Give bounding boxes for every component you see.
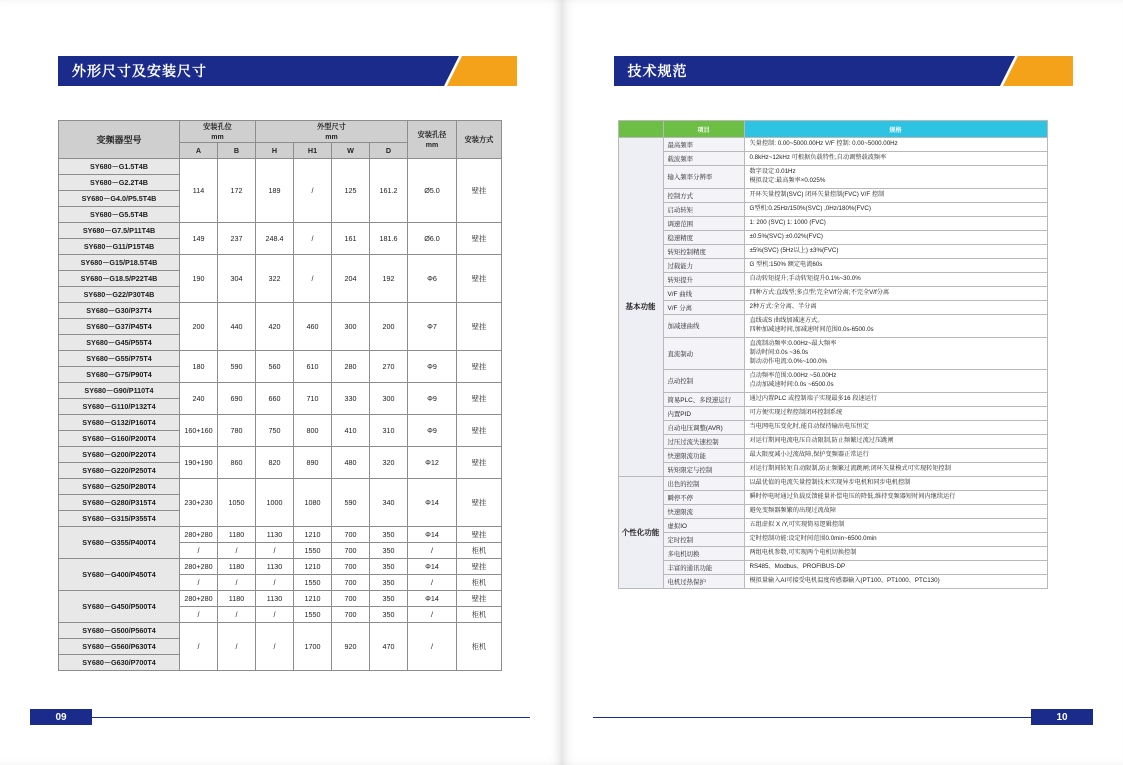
spec-row <box>618 490 1047 504</box>
table-row <box>59 447 502 463</box>
spec-item: 定时控制 <box>663 532 744 546</box>
cell-mount: 壁挂 <box>457 447 502 479</box>
spec-header-spec: 规格 <box>744 121 1047 138</box>
spec-value: 对运行期间电流电压自动限制,防止频繁过流过压跳闸 <box>744 434 1047 448</box>
spec-row <box>618 518 1047 532</box>
spec-value: 瞬时停电时通过负载反馈能量补偿电压的降低,维持变频器短时间内继续运行 <box>744 490 1047 504</box>
spec-item: 过压过流失速控制 <box>663 434 744 448</box>
cell-W: 330 <box>332 383 370 415</box>
cell-B: 172 <box>218 159 256 223</box>
spec-value: 以最优值的电流矢量控制技术实现异步电机和同步电机控制 <box>744 476 1047 490</box>
cell-model: SY680－G2.2T4B <box>59 175 180 191</box>
cell-A: 160+160 <box>180 415 218 447</box>
cell-H1: 460 <box>294 303 332 351</box>
cell-model: SY680－G560/P630T4 <box>59 639 180 655</box>
cell-H: 322 <box>256 255 294 303</box>
cell-B: 440 <box>218 303 256 351</box>
cell-W: 920 <box>332 623 370 671</box>
table-row <box>59 383 502 399</box>
table-header-row <box>59 121 502 143</box>
spec-value: 当电网电压变化时,能自动保持输出电压恒定 <box>744 420 1047 434</box>
cell-H: 189 <box>256 159 294 223</box>
cell-D: 350 <box>370 607 408 623</box>
cell-B: 1180 <box>218 559 256 575</box>
spec-item: 输入频率分辨率 <box>663 166 744 189</box>
cell-D: 181.6 <box>370 223 408 255</box>
spec-table-wrap <box>618 120 1048 589</box>
dimension-table-wrap <box>58 120 502 671</box>
cell-H: / <box>256 607 294 623</box>
cell-model: SY680－G280/P315T4 <box>59 495 180 511</box>
cell-H1: 800 <box>294 415 332 447</box>
cell-A: 280+280 <box>180 559 218 575</box>
spec-row <box>618 434 1047 448</box>
cell-model: SY680－G75/P90T4 <box>59 367 180 383</box>
cell-H: 1130 <box>256 591 294 607</box>
cell-hole: / <box>408 575 457 591</box>
cell-A: 200 <box>180 303 218 351</box>
spec-value: ±5%(SVC) (5Hz以上) ±3%(FVC) <box>744 244 1047 258</box>
spec-row <box>618 560 1047 574</box>
cell-hole: Ø6.0 <box>408 223 457 255</box>
left-page-number: 09 <box>30 709 92 725</box>
spec-row <box>618 202 1047 216</box>
spec-value: RS485、Modbus、PROFIBUS-DP <box>744 560 1047 574</box>
spec-item: 转矩限定与控制 <box>663 462 744 476</box>
right-page-rule <box>593 717 1093 718</box>
cell-H1: 1550 <box>294 575 332 591</box>
cell-W: 480 <box>332 447 370 479</box>
cell-B: 1050 <box>218 479 256 527</box>
spec-row <box>618 532 1047 546</box>
table-row <box>59 223 502 239</box>
cell-model: SY680－G400/P450T4 <box>59 559 180 591</box>
spec-value: 开环矢量控制(SVC) 闭环矢量控制(FVC) V/F 控制 <box>744 188 1047 202</box>
spec-row <box>618 244 1047 258</box>
cell-mount: 壁挂 <box>457 415 502 447</box>
spec-item: 过载能力 <box>663 258 744 272</box>
cell-H: 1000 <box>256 479 294 527</box>
spec-item: 最高频率 <box>663 138 744 152</box>
cell-hole: / <box>408 543 457 559</box>
cell-model: SY680－G1.5T4B <box>59 159 180 175</box>
spec-item: 自动电压调整(AVR) <box>663 420 744 434</box>
spec-row <box>618 272 1047 286</box>
right-page <box>562 0 1123 765</box>
spec-item: 简易PLC、多段速运行 <box>663 392 744 406</box>
right-page-number: 10 <box>1031 709 1093 725</box>
cell-mount: 壁挂 <box>457 591 502 607</box>
spec-value: 2种方式:全分离、半分离 <box>744 300 1047 314</box>
cell-model: SY680－G37/P45T4 <box>59 319 180 335</box>
technical-spec-table <box>618 120 1048 589</box>
spec-item: 点动控制 <box>663 369 744 392</box>
spec-header-row <box>618 121 1047 138</box>
spec-value: 0.8kHz~12kHz 可根据负载特性,自动调整载波频率 <box>744 152 1047 166</box>
cell-H: 1130 <box>256 527 294 543</box>
right-banner-title: 技术规范 <box>614 56 1000 86</box>
cell-model: SY680－G132/P160T4 <box>59 415 180 431</box>
cell-mount: 壁挂 <box>457 223 502 255</box>
header-col-W: W <box>332 143 370 159</box>
spec-row <box>618 420 1047 434</box>
cell-model: SY680－G250/P280T4 <box>59 479 180 495</box>
spec-item: 转矩提升 <box>663 272 744 286</box>
table-row <box>59 159 502 175</box>
header-mount-type: 安装方式 <box>457 121 502 159</box>
cell-model: SY680－G450/P500T4 <box>59 591 180 623</box>
cell-model: SY680－G22/P30T4B <box>59 287 180 303</box>
cell-hole: Φ9 <box>408 351 457 383</box>
cell-hole: Φ14 <box>408 559 457 575</box>
cell-D: 350 <box>370 575 408 591</box>
spec-value: 四种方式:直线型;多点型;完全V/f分离;不完全V/f分离 <box>744 286 1047 300</box>
cell-hole: / <box>408 607 457 623</box>
spec-row <box>618 406 1047 420</box>
spec-row <box>618 337 1047 369</box>
cell-H: 1130 <box>256 559 294 575</box>
cell-mount: 壁挂 <box>457 159 502 223</box>
spec-value: 避免变频器频繁的出现过流故障 <box>744 504 1047 518</box>
spec-row <box>618 152 1047 166</box>
cell-B: 690 <box>218 383 256 415</box>
spec-row <box>618 476 1047 490</box>
cell-A: 190 <box>180 255 218 303</box>
spec-item: 电机过热保护 <box>663 574 744 588</box>
header-col-H1: H1 <box>294 143 332 159</box>
cell-B: / <box>218 623 256 671</box>
spec-value: 模拟量输入AI可接受电机温度传感器输入(PT100、PT1000、PTC130) <box>744 574 1047 588</box>
cell-D: 350 <box>370 559 408 575</box>
cell-model: SY680－G90/P110T4 <box>59 383 180 399</box>
spec-item: V/F 曲线 <box>663 286 744 300</box>
spec-value: G型机:0.25Hz/150%(SVC) ,0Hz/180%(FVC) <box>744 202 1047 216</box>
cell-mount: 壁挂 <box>457 351 502 383</box>
cell-W: 590 <box>332 479 370 527</box>
spec-value: 五组虚拟 X /Y,可实现简易逻辑控制 <box>744 518 1047 532</box>
cell-hole: Φ14 <box>408 527 457 543</box>
cell-model: SY680－G55/P75T4 <box>59 351 180 367</box>
cell-model: SY680－G7.5/P11T4B <box>59 223 180 239</box>
spec-item: 内置PID <box>663 406 744 420</box>
table-row <box>59 623 502 639</box>
right-section-banner <box>614 56 1074 86</box>
cell-H1: 1550 <box>294 607 332 623</box>
cell-H1: 610 <box>294 351 332 383</box>
spec-row <box>618 230 1047 244</box>
cell-model: SY680－G30/P37T4 <box>59 303 180 319</box>
spec-value: 最大限度减小过流故障,保护变频器正常运行 <box>744 448 1047 462</box>
cell-W: 700 <box>332 543 370 559</box>
header-hole-dia: 安装孔径 mm <box>408 121 457 159</box>
spec-item: 稳速精度 <box>663 230 744 244</box>
left-banner-accent <box>462 56 517 86</box>
cell-D: 200 <box>370 303 408 351</box>
cell-model: SY680－G200/P220T4 <box>59 447 180 463</box>
cell-model: SY680－G160/P200T4 <box>59 431 180 447</box>
cell-D: 320 <box>370 447 408 479</box>
spec-value: 直线或S 曲线加减速方式。 四种加减速时间,加减速时间范围0.0s-6500.0s <box>744 314 1047 337</box>
cell-H: / <box>256 575 294 591</box>
cell-mount: 壁挂 <box>457 479 502 527</box>
spec-row <box>618 369 1047 392</box>
cell-H: 750 <box>256 415 294 447</box>
spec-item: 载波频率 <box>663 152 744 166</box>
spec-item: 快速限流功能 <box>663 448 744 462</box>
cell-model: SY680－G220/P250T4 <box>59 463 180 479</box>
cell-A: 230+230 <box>180 479 218 527</box>
cell-mount: 壁挂 <box>457 383 502 415</box>
cell-D: 192 <box>370 255 408 303</box>
cell-H1: 1080 <box>294 479 332 527</box>
spec-value: 可方便实现过程控制闭环控制系统 <box>744 406 1047 420</box>
spec-row <box>618 286 1047 300</box>
cell-B: 304 <box>218 255 256 303</box>
spec-value: 数字设定:0.01Hz 模拟设定:最高频率×0.025% <box>744 166 1047 189</box>
cell-mount: 壁挂 <box>457 303 502 351</box>
header-col-H: H <box>256 143 294 159</box>
cell-A: / <box>180 607 218 623</box>
cell-H1: 1700 <box>294 623 332 671</box>
spec-item: 控制方式 <box>663 188 744 202</box>
cell-H1: 1210 <box>294 559 332 575</box>
right-banner-accent <box>1018 56 1073 86</box>
spec-value: G 型机:150% 额定电流60s <box>744 258 1047 272</box>
cell-mount: 柜机 <box>457 607 502 623</box>
cell-model: SY680－G500/P560T4 <box>59 623 180 639</box>
spec-item: 直流制动 <box>663 337 744 369</box>
cell-W: 300 <box>332 303 370 351</box>
cell-H1: 1550 <box>294 543 332 559</box>
cell-D: 161.2 <box>370 159 408 223</box>
spec-value: 定时控制功能:设定时间范围0.0min~6500.0min <box>744 532 1047 546</box>
spec-header-blank <box>618 121 663 138</box>
spec-item: 快速限流 <box>663 504 744 518</box>
table-row <box>59 255 502 271</box>
cell-H: / <box>256 543 294 559</box>
spec-item: 启动转矩 <box>663 202 744 216</box>
cell-hole: Φ6 <box>408 255 457 303</box>
header-col-A: A <box>180 143 218 159</box>
spec-value: 自动转矩提升;手动转矩提升0.1%~30.0% <box>744 272 1047 286</box>
spec-row <box>618 258 1047 272</box>
cell-H1: / <box>294 159 332 223</box>
cell-D: 300 <box>370 383 408 415</box>
spec-row <box>618 216 1047 230</box>
cell-D: 340 <box>370 479 408 527</box>
spec-row <box>618 392 1047 406</box>
cell-model: SY680－G18.5/P22T4B <box>59 271 180 287</box>
header-mount-hole: 安装孔位 mm <box>180 121 256 143</box>
cell-A: / <box>180 623 218 671</box>
cell-mount: 柜机 <box>457 543 502 559</box>
cell-H: / <box>256 623 294 671</box>
cell-B: 780 <box>218 415 256 447</box>
cell-H: 560 <box>256 351 294 383</box>
spec-item: 丰富的通讯功能 <box>663 560 744 574</box>
spec-item: 加减速曲线 <box>663 314 744 337</box>
cell-D: 350 <box>370 543 408 559</box>
cell-hole: / <box>408 623 457 671</box>
spec-row <box>618 166 1047 189</box>
table-row <box>59 479 502 495</box>
cell-W: 700 <box>332 591 370 607</box>
cell-W: 280 <box>332 351 370 383</box>
spec-item: 虚拟IO <box>663 518 744 532</box>
cell-A: 280+280 <box>180 591 218 607</box>
cell-mount: 柜机 <box>457 575 502 591</box>
cell-A: 149 <box>180 223 218 255</box>
cell-model: SY680－G315/P355T4 <box>59 511 180 527</box>
cell-A: 190+190 <box>180 447 218 479</box>
cell-hole: Φ12 <box>408 447 457 479</box>
cell-B: 1180 <box>218 527 256 543</box>
table-row <box>59 559 502 575</box>
header-model: 变频器型号 <box>59 121 180 159</box>
spec-group-label: 个性化功能 <box>618 476 663 588</box>
cell-B: 1180 <box>218 591 256 607</box>
spec-row <box>618 188 1047 202</box>
cell-H: 248.4 <box>256 223 294 255</box>
cell-W: 700 <box>332 559 370 575</box>
spec-row <box>618 314 1047 337</box>
spec-item: 多电机切换 <box>663 546 744 560</box>
table-row <box>59 351 502 367</box>
cell-W: 700 <box>332 607 370 623</box>
cell-mount: 壁挂 <box>457 527 502 543</box>
spec-value: 两组电机参数,可实现两个电机切换控制 <box>744 546 1047 560</box>
cell-W: 410 <box>332 415 370 447</box>
cell-hole: Ø5.0 <box>408 159 457 223</box>
cell-mount: 壁挂 <box>457 559 502 575</box>
spec-item: 出色的控制 <box>663 476 744 490</box>
cell-model: SY680－G355/P400T4 <box>59 527 180 559</box>
spec-group-label: 基本功能 <box>618 138 663 477</box>
spec-value: 对运行期间转矩自动限制,防止频繁过流跳闸;闭环矢量模式可实现转矩控制 <box>744 462 1047 476</box>
cell-A: 280+280 <box>180 527 218 543</box>
table-row <box>59 527 502 543</box>
cell-model: SY680－G110/P132T4 <box>59 399 180 415</box>
cell-W: 161 <box>332 223 370 255</box>
cell-model: SY680－G11/P15T4B <box>59 239 180 255</box>
spec-row <box>618 574 1047 588</box>
spec-row <box>618 138 1047 152</box>
cell-model: SY680－G15/P18.5T4B <box>59 255 180 271</box>
cell-D: 470 <box>370 623 408 671</box>
cell-mount: 壁挂 <box>457 255 502 303</box>
cell-W: 700 <box>332 575 370 591</box>
spec-item: 调速范围 <box>663 216 744 230</box>
cell-A: 180 <box>180 351 218 383</box>
spec-value: 1: 200 (SVC) 1: 1000 (FVC) <box>744 216 1047 230</box>
cell-H: 660 <box>256 383 294 415</box>
spec-value: 点动频率范围:0.00Hz ~50.00Hz 点动加减速时间:0.0s ~6500.0s <box>744 369 1047 392</box>
cell-mount: 柜机 <box>457 623 502 671</box>
cell-A: / <box>180 543 218 559</box>
cell-model: SY680－G4.0/P5.5T4B <box>59 191 180 207</box>
spec-row <box>618 504 1047 518</box>
cell-hole: Φ14 <box>408 591 457 607</box>
spec-row <box>618 448 1047 462</box>
cell-W: 204 <box>332 255 370 303</box>
cell-model: SY680－G45/P55T4 <box>59 335 180 351</box>
cell-H1: 890 <box>294 447 332 479</box>
spec-row <box>618 546 1047 560</box>
cell-B: / <box>218 607 256 623</box>
cell-hole: Φ9 <box>408 383 457 415</box>
spec-item: 转矩控制精度 <box>663 244 744 258</box>
spec-value: ±0.5%(SVC) ±0.02%(FVC) <box>744 230 1047 244</box>
left-section-banner <box>58 56 518 86</box>
cell-H: 420 <box>256 303 294 351</box>
cell-H: 820 <box>256 447 294 479</box>
cell-D: 350 <box>370 591 408 607</box>
spec-value: 直流制动频率:0.00Hz~最大频率 制动时间:0.0s ~36.0s 制动动作电流:0.0%~100.0% <box>744 337 1047 369</box>
cell-hole: Φ9 <box>408 415 457 447</box>
left-banner-title: 外形尺寸及安装尺寸 <box>58 56 444 86</box>
cell-A: 114 <box>180 159 218 223</box>
cell-B: 237 <box>218 223 256 255</box>
header-col-B: B <box>218 143 256 159</box>
cell-B: 860 <box>218 447 256 479</box>
cell-B: / <box>218 543 256 559</box>
cell-H1: 1210 <box>294 527 332 543</box>
cell-B: / <box>218 575 256 591</box>
cell-model: SY680－G5.5T4B <box>59 207 180 223</box>
dimension-table <box>58 120 502 671</box>
cell-A: / <box>180 575 218 591</box>
cell-D: 270 <box>370 351 408 383</box>
header-col-D: D <box>370 143 408 159</box>
spec-item: V/F 分离 <box>663 300 744 314</box>
cell-A: 240 <box>180 383 218 415</box>
table-row <box>59 591 502 607</box>
table-row <box>59 303 502 319</box>
table-row <box>59 415 502 431</box>
cell-W: 125 <box>332 159 370 223</box>
spec-row <box>618 462 1047 476</box>
cell-H1: 1210 <box>294 591 332 607</box>
cell-model: SY680－G630/P700T4 <box>59 655 180 671</box>
header-outline: 外型尺寸 mm <box>256 121 408 143</box>
spec-value: 通过内置PLC 或控制端子实现最多16 段速运行 <box>744 392 1047 406</box>
spec-value: 矢量控制: 0.00~5000.00Hz V/F 控制: 0.00~5000.00Hz <box>744 138 1047 152</box>
cell-D: 310 <box>370 415 408 447</box>
cell-hole: Φ7 <box>408 303 457 351</box>
spec-header-item: 项目 <box>663 121 744 138</box>
cell-H1: / <box>294 223 332 255</box>
cell-H1: 710 <box>294 383 332 415</box>
left-page-rule <box>30 717 530 718</box>
cell-H1: / <box>294 255 332 303</box>
cell-D: 350 <box>370 527 408 543</box>
cell-B: 590 <box>218 351 256 383</box>
cell-hole: Φ14 <box>408 479 457 527</box>
spec-row <box>618 300 1047 314</box>
spec-item: 瞬停不停 <box>663 490 744 504</box>
cell-W: 700 <box>332 527 370 543</box>
